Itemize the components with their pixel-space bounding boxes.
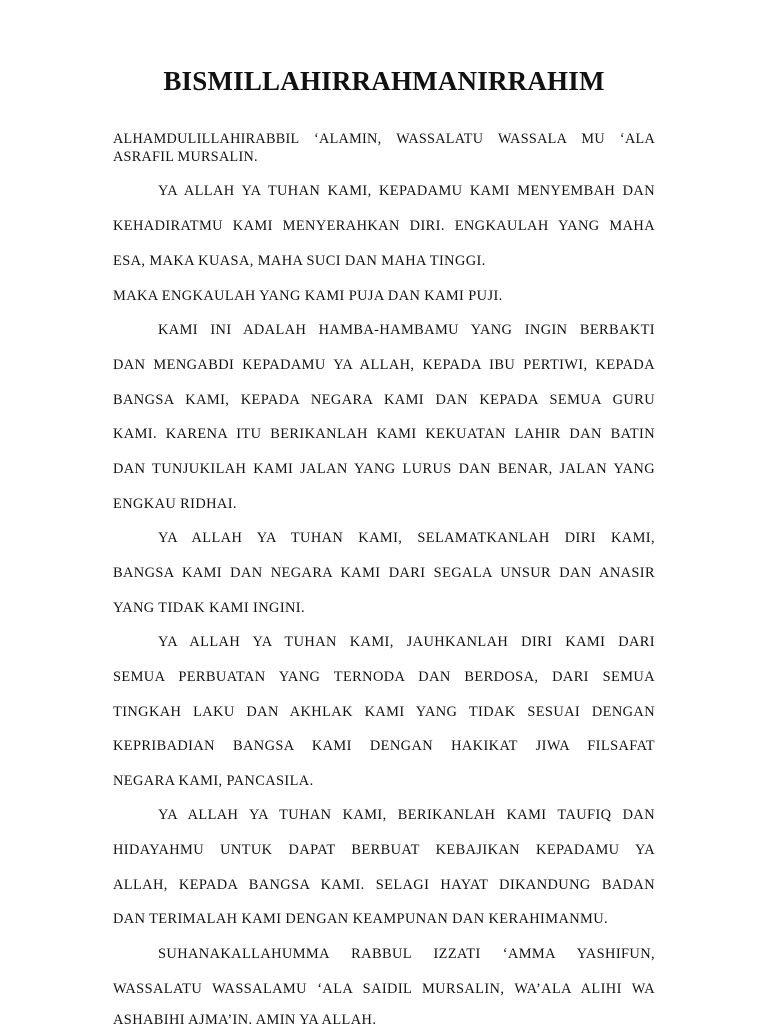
text-line: HIDAYAHMU UNTUK DAPAT BERBUAT KEBAJIKAN KEPADAMU YA bbox=[113, 842, 655, 858]
text-line: DAN TUNJUKILAH KAMI JALAN YANG LURUS DAN BENAR, JALAN YANG bbox=[113, 461, 655, 477]
text-line: TINGKAH LAKU DAN AKHLAK KAMI YANG TIDAK SESUAI DENGAN bbox=[113, 704, 655, 720]
text-line: ALLAH, KEPADA BANGSA KAMI. SELAGI HAYAT DIKANDUNG BADAN bbox=[113, 877, 655, 893]
text-line: YA ALLAH YA TUHAN KAMI, KEPADAMU KAMI MENYEMBAH DAN bbox=[158, 183, 655, 199]
text-line: ENGKAU RIDHAI. bbox=[113, 496, 237, 512]
text-line: DAN TERIMALAH KAMI DENGAN KEAMPUNAN DAN KERAHIMANMU. bbox=[113, 911, 609, 927]
text-line: KEPRIBADIAN BANGSA KAMI DENGAN HAKIKAT JIWA FILSAFAT bbox=[113, 738, 655, 754]
text-line: WASSALATU WASSALAMU ‘ALA SAIDIL MURSALIN, WA’ALA ALIHI WA bbox=[113, 981, 655, 997]
text-line: YANG TIDAK KAMI INGINI. bbox=[113, 600, 305, 616]
document-title: BISMILLAHIRRAHMANIRRAHIM bbox=[163, 66, 605, 96]
text-line: MAKA ENGKAULAH YANG KAMI PUJA DAN KAMI PUJI. bbox=[113, 288, 503, 304]
text-line: YA ALLAH YA TUHAN KAMI, BERIKANLAH KAMI TAUFIQ DAN bbox=[158, 807, 655, 823]
text-line: KAMI. KARENA ITU BERIKANLAH KAMI KEKUATAN LAHIR DAN BATIN bbox=[113, 426, 655, 442]
text-line: ASHABIHI AJMA’IN. AMIN YA ALLAH. bbox=[113, 1012, 377, 1024]
text-line: YA ALLAH YA TUHAN KAMI, SELAMATKANLAH DIRI KAMI, bbox=[158, 530, 655, 546]
text-line: YA ALLAH YA TUHAN KAMI, JAUHKANLAH DIRI KAMI DARI bbox=[158, 634, 655, 650]
text-line: DAN MENGABDI KEPADAMU YA ALLAH, KEPADA IBU PERTIWI, KEPADA bbox=[113, 357, 655, 373]
text-line: BANGSA KAMI DAN NEGARA KAMI DARI SEGALA UNSUR DAN ANASIR bbox=[113, 565, 655, 581]
text-line: SEMUA PERBUATAN YANG TERNODA DAN BERDOSA, DARI SEMUA bbox=[113, 669, 655, 685]
text-line: KAMI INI ADALAH HAMBA-HAMBAMU YANG INGIN BERBAKTI bbox=[158, 322, 655, 338]
text-line: BANGSA KAMI, KEPADA NEGARA KAMI DAN KEPADA SEMUA GURU bbox=[113, 392, 655, 408]
opening-paragraph: ALHAMDULILLAHIRABBIL ‘ALAMIN, WASSALATU WASSALA MU ‘ALA ASRAFIL MURSALIN. bbox=[113, 131, 655, 165]
text-line: SUHANAKALLAHUMMA RABBUL IZZATI ‘AMMA YASHIFUN, bbox=[158, 946, 655, 962]
text-line: KEHADIRATMU KAMI MENYERAHKAN DIRI. ENGKAULAH YANG MAHA bbox=[113, 218, 655, 234]
text-line: ESA, MAKA KUASA, MAHA SUCI DAN MAHA TINGGI. bbox=[113, 253, 486, 269]
text-line: NEGARA KAMI, PANCASILA. bbox=[113, 773, 314, 789]
